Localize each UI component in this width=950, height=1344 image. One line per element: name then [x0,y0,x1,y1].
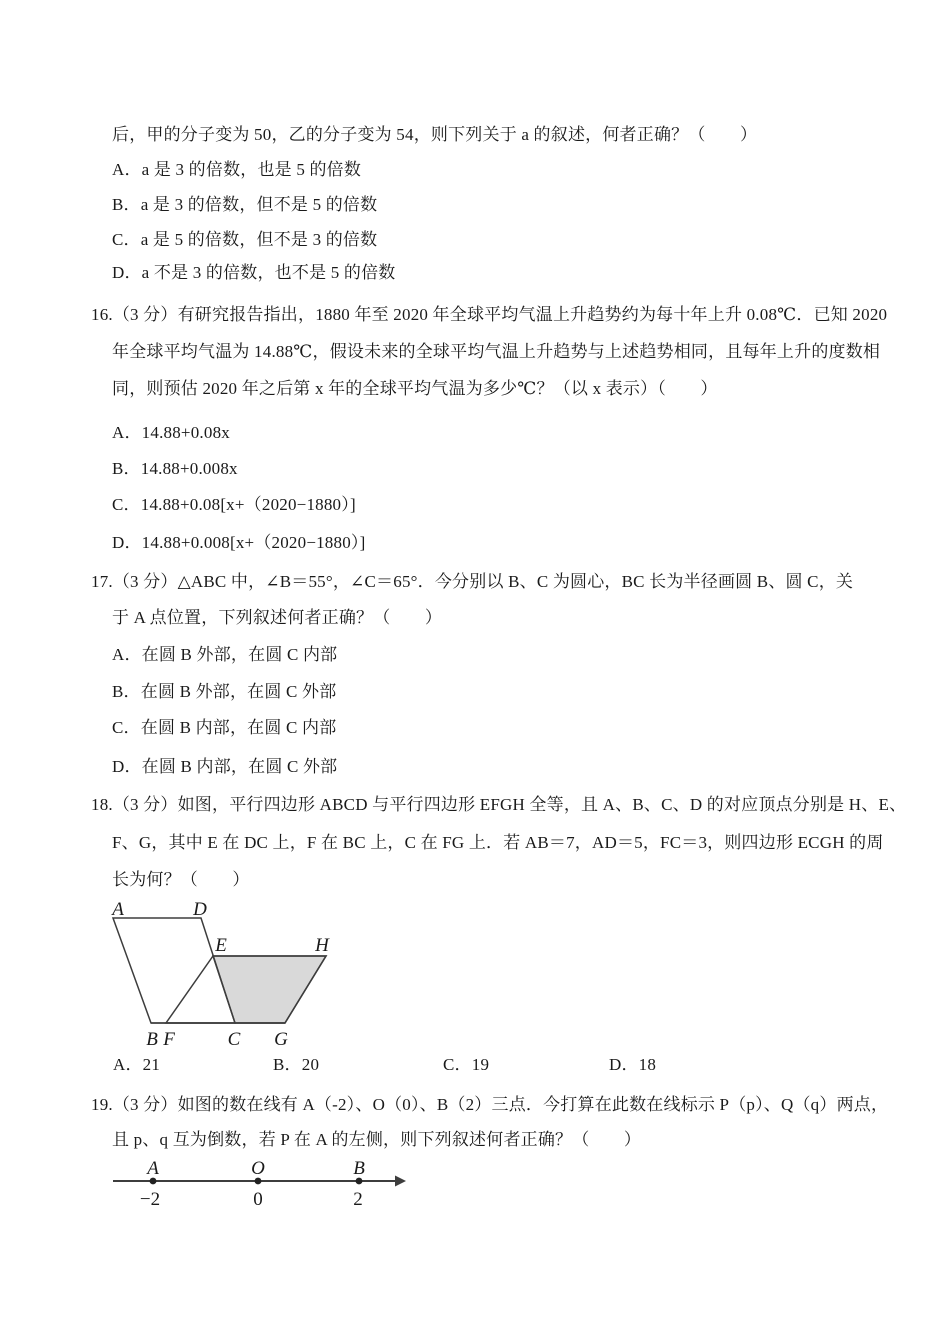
tick-value-0: 0 [253,1189,263,1210]
q18-parallelogram-figure [95,895,345,1050]
q18-line-1: 18.（3 分）如图，平行四边形 ABCD 与平行四边形 EFGH 全等，且 A、B、C、D 的对应顶点分别是 H、E、 [91,795,907,814]
q19-line-2: 且 p、q 互为倒数，若 P 在 A 的左侧，则下列叙述何者正确？（ ） [112,1130,642,1149]
q15-option-a: A．a 是 3 的倍数，也是 5 的倍数 [112,160,362,179]
axis-arrowhead [395,1176,406,1187]
vertex-label-C: C [227,1029,241,1050]
q18-option-d: D．18 [609,1055,657,1074]
q16-line-2: 年全球平均气温为 14.88℃，假设未来的全球平均气温上升趋势与上述趋势相同，且每年上升的度数相 [112,342,881,361]
q16-line-3: 同，则预估 2020 年之后第 x 年的全球平均气温为多少℃？（以 x 表示）（ ） [112,379,718,398]
q17-option-a: A．在圆 B 外部，在圆 C 内部 [112,645,338,664]
q17-line-2: 于 A 点位置，下列叙述何者正确？（ ） [112,608,443,627]
vertex-label-G: G [274,1029,288,1050]
q15-stem-tail: 后，甲的分子变为 50，乙的分子变为 54，则下列关于 a 的叙述，何者正确？（ ） [112,125,758,144]
q15-option-b: B．a 是 3 的倍数，但不是 5 的倍数 [112,195,378,214]
q16-option-b: B．14.88+0.008x [112,459,238,478]
q18-option-c: C．19 [443,1055,490,1074]
point-label-O: O [251,1158,265,1179]
q18-option-b: B．20 [273,1055,320,1074]
parallelogram-ABCD [113,918,235,1023]
q16-line-1: 16.（3 分）有研究报告指出，1880 年至 2020 年全球平均气温上升趋势约为每十年上升 0.08℃．已知 2020 [91,305,888,324]
vertex-label-A: A [112,899,124,920]
point-label-A: A [147,1158,159,1179]
q15-option-c: C．a 是 5 的倍数，但不是 3 的倍数 [112,230,378,249]
q16-option-c: C．14.88+0.08[x+（2020−1880）] [112,495,356,514]
tick-value-minus-2: −2 [139,1189,161,1210]
point-label-B: B [353,1158,365,1179]
q18-line-3: 长为何？（ ） [112,870,250,889]
q16-option-d: D．14.88+0.008[x+（2020−1880）] [112,533,366,552]
q17-line-1: 17.（3 分）△ABC 中，∠B＝55°，∠C＝65°．今分别以 B、C 为圆心，BC 长为半径画圆 B、圆 C，关 [91,572,854,591]
q15-option-d: D．a 不是 3 的倍数，也不是 5 的倍数 [112,263,396,282]
q17-option-b: B．在圆 B 外部，在圆 C 外部 [112,682,337,701]
vertex-label-F: F [163,1029,175,1050]
vertex-label-H: H [315,935,329,956]
q17-option-c: C．在圆 B 内部，在圆 C 内部 [112,718,337,737]
shaded-quad-ECGH [213,956,326,1023]
q16-option-a: A．14.88+0.08x [112,423,230,442]
vertex-label-D: D [193,899,207,920]
q17-option-d: D．在圆 B 内部，在圆 C 外部 [112,757,338,776]
tick-value-2: 2 [353,1189,363,1210]
q18-option-a: A．21 [113,1055,161,1074]
q19-line-1: 19.（3 分）如图的数在线有 A（-2）、O（0）、B（2）三点．今打算在此数在线标示 P（p）、Q（q）两点， [91,1095,889,1114]
q18-line-2: F、G，其中 E 在 DC 上，F 在 BC 上，C 在 FG 上．若 AB＝7，AD＝5，FC＝3，则四边形 ECGH 的周 [112,833,884,852]
vertex-label-E: E [215,935,227,956]
q19-number-line-figure [100,1152,415,1217]
vertex-label-B: B [146,1029,158,1050]
